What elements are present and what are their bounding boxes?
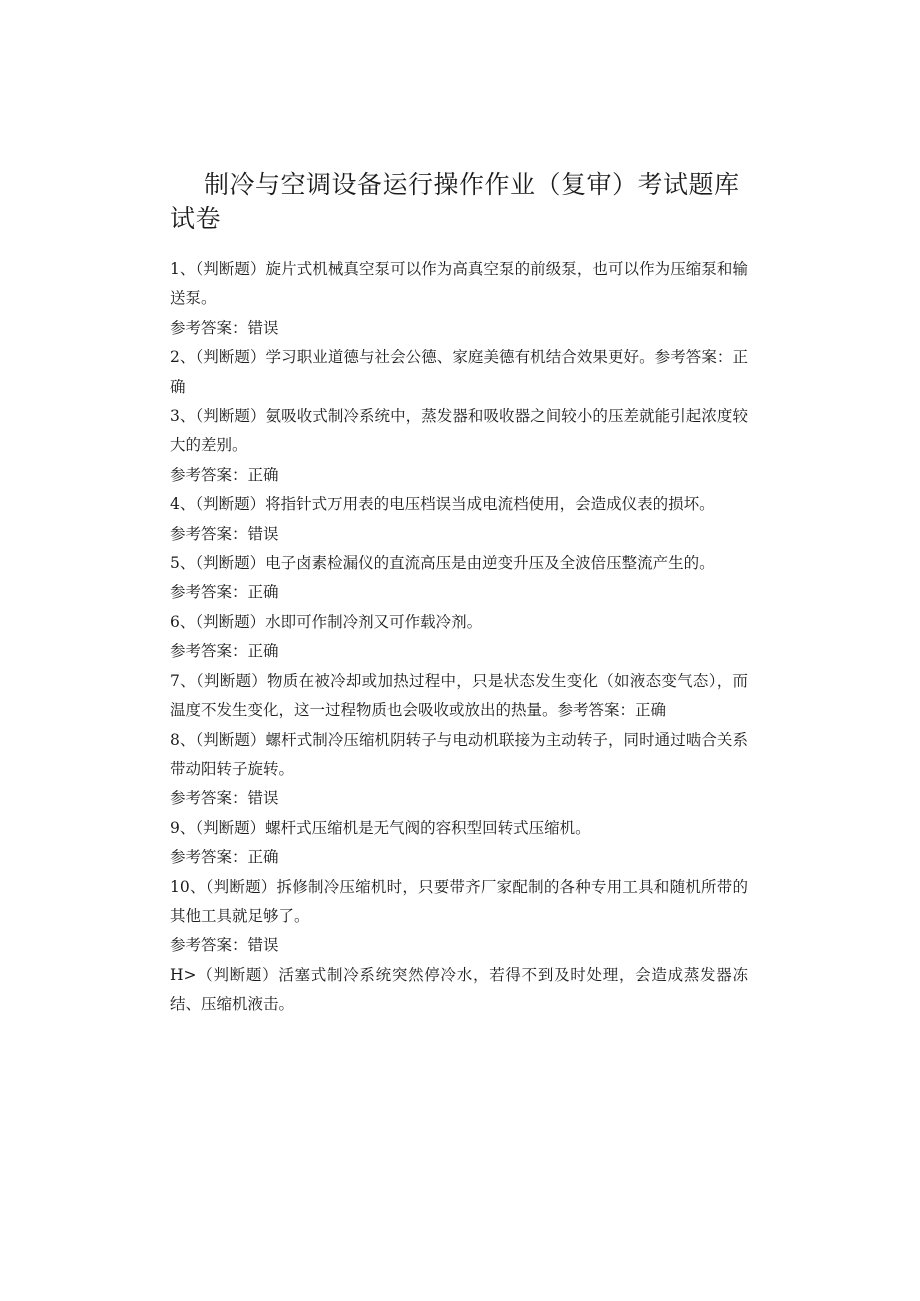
answer-text: 参考答案：错误 — [170, 524, 279, 543]
answer-text: 参考答案：错误 — [170, 936, 279, 955]
answer-text: 参考答案：正确 — [170, 642, 279, 661]
question-text: 5、（判断题）电子卤素检漏仪的直流高压是由逆变升压及全波倍压整流产生的。 — [170, 554, 715, 573]
question-text: H>（判断题）活塞式制冷系统突然停冷水，若得不到及时处理，会造成蒸发器冻结、压缩机液击。 — [170, 965, 748, 1014]
question-list — [170, 255, 748, 1020]
answer-text: 参考答案：错误 — [170, 789, 279, 808]
question-text: 7、（判断题）物质在被冷却或加热过程中，只是状态发生变化（如液态变气态），而温度不发生变化，这一过程物质也会吸收或放出的热量。参考答案：正确 — [170, 671, 748, 720]
question-text: 2、（判断题）学习职业道德与社会公德、家庭美德有机结合效果更好。参考答案：正确 — [170, 348, 748, 396]
question-text: 3、（判断题）氨吸收式制冷系统中，蒸发器和吸收器之间较小的压差就能引起浓度较大的差别。 — [170, 407, 748, 455]
question-text: 9、（判断题）螺杆式压缩机是无气阀的容积型回转式压缩机。 — [170, 818, 591, 837]
answer-text: 参考答案：正确 — [170, 848, 279, 867]
question-text: 1、（判断题）旋片式机械真空泵可以作为高真空泵的前级泵，也可以作为压缩泵和输送泵。 — [170, 260, 748, 308]
question-text: 10、（判断题）拆修制冷压缩机时，只要带齐厂家配制的各种专用工具和随机所带的其他工具就足够了。 — [170, 877, 748, 925]
question-text: 4、（判断题）将指针式万用表的电压档误当成电流档使用，会造成仪表的损坏。 — [170, 495, 715, 514]
answer-text: 参考答案：正确 — [170, 465, 279, 484]
question-text: 6、（判断题）水即可作制冷剂又可作载冷剂。 — [170, 612, 483, 631]
question-text: 8、（判断题）螺杆式制冷压缩机阴转子与电动机联接为主动转子，同时通过啮合关系带动阳转子旋转。 — [170, 730, 748, 778]
page-title: 制冷与空调设备运行操作作业（复审）考试题库试卷 — [170, 170, 740, 233]
answer-text: 参考答案：错误 — [170, 318, 279, 337]
answer-text: 参考答案：正确 — [170, 583, 279, 602]
